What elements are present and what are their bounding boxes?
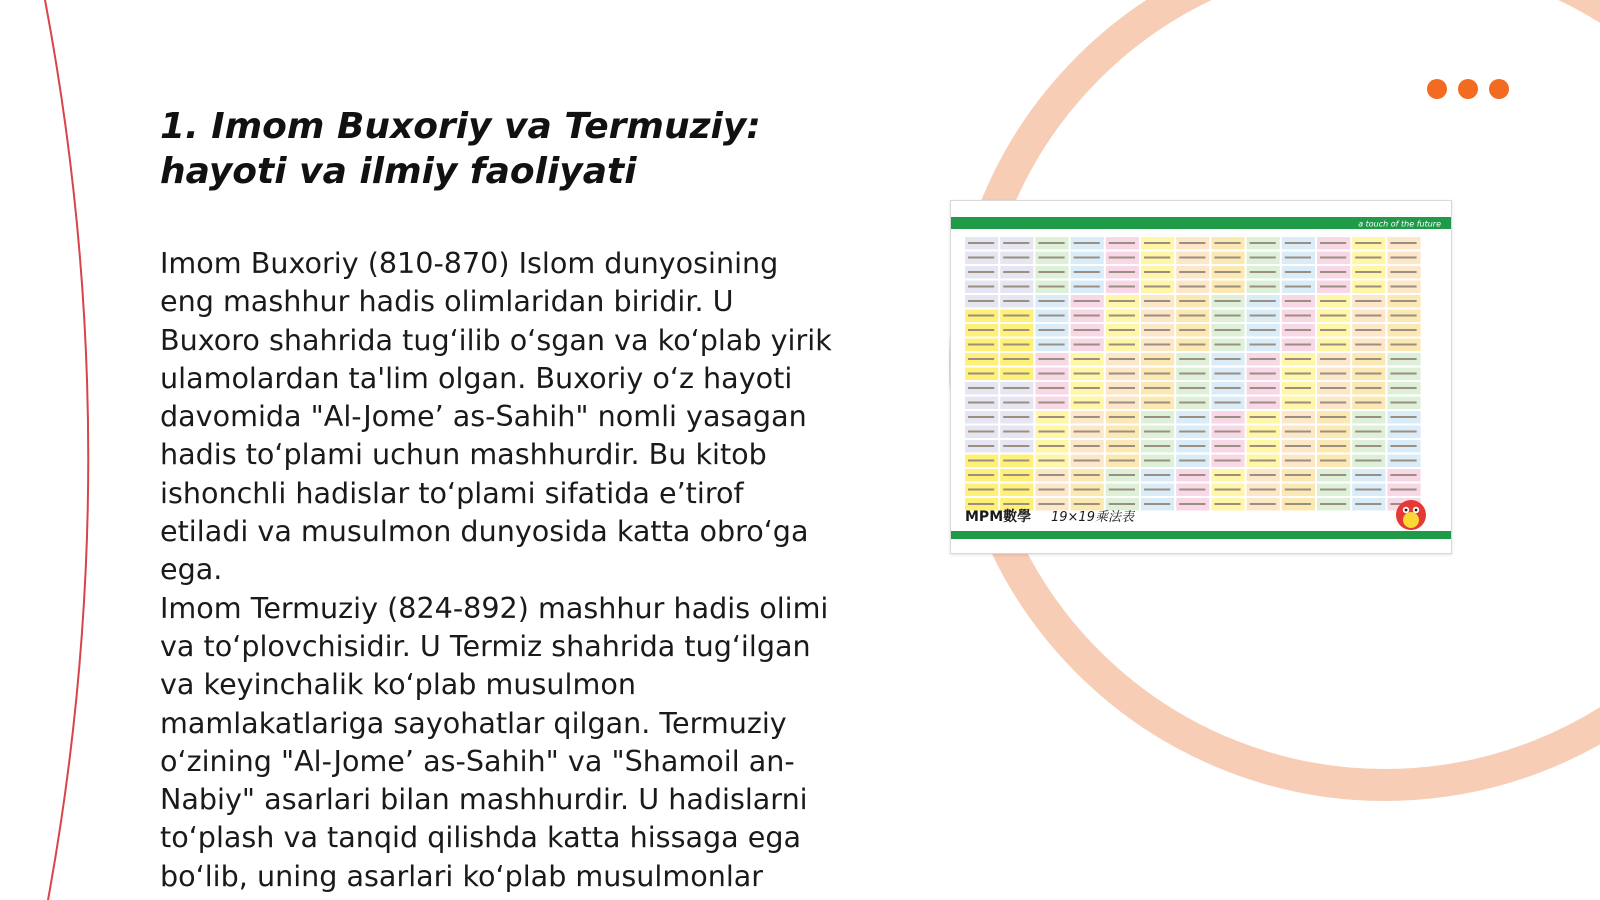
- table-cell-text: [1074, 474, 1100, 476]
- table-cell-text: [1285, 445, 1311, 447]
- table-cell-text: [1003, 373, 1029, 375]
- table-cell-text: [1074, 329, 1100, 331]
- table-cell-text: [1003, 387, 1029, 389]
- table-cell-text: [968, 271, 994, 273]
- table-cell-text: [1038, 257, 1064, 259]
- table-cell-text: [1074, 242, 1100, 244]
- table-cell-text: [1285, 474, 1311, 476]
- table-cell-text: [968, 387, 994, 389]
- table-cell-text: [1074, 445, 1100, 447]
- table-cell-text: [968, 503, 994, 505]
- table-cell-text: [1320, 358, 1346, 360]
- table-cell-text: [1285, 387, 1311, 389]
- table-cell-text: [1285, 344, 1311, 346]
- table-cell-text: [1144, 387, 1170, 389]
- table-cell-text: [1285, 271, 1311, 273]
- table-cell-text: [1320, 329, 1346, 331]
- left-curved-line: [45, 0, 88, 900]
- table-cell-text: [1109, 402, 1135, 404]
- table-cell-text: [1038, 402, 1064, 404]
- image-tagline: a touch of the future: [1358, 219, 1441, 229]
- table-cell-text: [1003, 358, 1029, 360]
- table-cell-text: [1320, 416, 1346, 418]
- table-cell-text: [1109, 242, 1135, 244]
- mascot-belly: [1403, 512, 1419, 528]
- table-cell-text: [1355, 387, 1381, 389]
- table-cell-text: [1214, 474, 1240, 476]
- table-cell-text: [1355, 503, 1381, 505]
- table-cell-text: [1390, 344, 1416, 346]
- table-cell-text: [968, 416, 994, 418]
- table-cell-text: [1214, 460, 1240, 462]
- table-cell-text: [1320, 445, 1346, 447]
- table-cell-text: [1109, 344, 1135, 346]
- table-cell-text: [1109, 300, 1135, 302]
- table-cell-text: [1003, 474, 1029, 476]
- table-cell-text: [1109, 358, 1135, 360]
- table-cell-text: [1214, 329, 1240, 331]
- table-cell-text: [1003, 242, 1029, 244]
- table-cell-text: [1214, 271, 1240, 273]
- table-cell-text: [1390, 402, 1416, 404]
- table-cell-text: [1390, 286, 1416, 288]
- table-cell-text: [1250, 329, 1276, 331]
- table-cell-text: [1214, 445, 1240, 447]
- table-cell-text: [1390, 416, 1416, 418]
- table-cell-text: [1390, 300, 1416, 302]
- table-cell-text: [1074, 358, 1100, 360]
- table-cell-text: [1003, 300, 1029, 302]
- table-cell-text: [1038, 445, 1064, 447]
- table-cell-text: [1214, 489, 1240, 491]
- table-cell-text: [1003, 257, 1029, 259]
- table-cell-text: [1214, 315, 1240, 317]
- table-cell-text: [1179, 489, 1205, 491]
- table-cell-text: [1003, 416, 1029, 418]
- dot: [1489, 79, 1509, 99]
- table-cell-text: [1074, 344, 1100, 346]
- table-cell-text: [1038, 286, 1064, 288]
- table-cell-text: [1144, 300, 1170, 302]
- table-cell-text: [1214, 373, 1240, 375]
- table-cell-text: [1038, 315, 1064, 317]
- table-cell-text: [1214, 242, 1240, 244]
- table-cell-text: [1179, 474, 1205, 476]
- table-cell-text: [1179, 271, 1205, 273]
- table-cell-text: [1179, 300, 1205, 302]
- table-cell-text: [1390, 460, 1416, 462]
- table-cell-text: [1250, 503, 1276, 505]
- table-cell-text: [1250, 242, 1276, 244]
- table-cell-text: [1285, 286, 1311, 288]
- table-cell-text: [1355, 257, 1381, 259]
- table-cell-text: [1109, 489, 1135, 491]
- table-cell-text: [1390, 315, 1416, 317]
- table-cell-text: [1355, 286, 1381, 288]
- table-cell-text: [1109, 460, 1135, 462]
- table-cell-text: [1144, 344, 1170, 346]
- table-cell-text: [1250, 300, 1276, 302]
- table-cell-text: [1144, 242, 1170, 244]
- table-cell-text: [1214, 503, 1240, 505]
- table-cell-text: [1214, 416, 1240, 418]
- table-cell-text: [1355, 242, 1381, 244]
- table-cell-text: [1003, 286, 1029, 288]
- table-cell-text: [1320, 257, 1346, 259]
- table-cell-text: [1355, 416, 1381, 418]
- table-cell-text: [968, 329, 994, 331]
- table-cell-text: [1390, 358, 1416, 360]
- table-cell-text: [1144, 460, 1170, 462]
- table-cell-text: [1285, 300, 1311, 302]
- table-cell-text: [968, 257, 994, 259]
- table-cell-text: [1214, 286, 1240, 288]
- table-cell-text: [1390, 271, 1416, 273]
- table-cell-text: [1179, 286, 1205, 288]
- table-cell-text: [1320, 503, 1346, 505]
- table-cell-text: [1214, 387, 1240, 389]
- table-cell-text: [968, 489, 994, 491]
- table-cell-text: [1074, 271, 1100, 273]
- table-cell-text: [1320, 242, 1346, 244]
- table-cell-text: [1109, 257, 1135, 259]
- table-cell-text: [1285, 431, 1311, 433]
- table-cell-text: [1144, 489, 1170, 491]
- table-cell-text: [1074, 315, 1100, 317]
- table-cell-text: [1320, 460, 1346, 462]
- table-cell-text: [1144, 315, 1170, 317]
- table-cell-text: [1355, 315, 1381, 317]
- table-cell-text: [1355, 445, 1381, 447]
- table-cell-text: [1250, 271, 1276, 273]
- table-cell-text: [1179, 402, 1205, 404]
- table-cell-text: [1179, 460, 1205, 462]
- table-cell-text: [1250, 387, 1276, 389]
- table-cell-text: [968, 402, 994, 404]
- table-cell-text: [1390, 387, 1416, 389]
- table-cell-text: [1250, 489, 1276, 491]
- dot: [1458, 79, 1478, 99]
- table-cell-text: [1144, 286, 1170, 288]
- table-cell-text: [1355, 300, 1381, 302]
- table-cell-text: [1179, 416, 1205, 418]
- table-cell-text: [1250, 431, 1276, 433]
- table-cell-text: [1109, 503, 1135, 505]
- table-cell-text: [968, 286, 994, 288]
- table-cell-text: [1179, 387, 1205, 389]
- table-cell-text: [1250, 402, 1276, 404]
- table-cell-text: [1144, 416, 1170, 418]
- table-cell-text: [1320, 387, 1346, 389]
- table-cell-text: [1074, 300, 1100, 302]
- table-cell-text: [1179, 445, 1205, 447]
- table-cell-text: [1390, 257, 1416, 259]
- table-cell-text: [1003, 489, 1029, 491]
- table-cell-text: [1179, 329, 1205, 331]
- table-cell-text: [1250, 315, 1276, 317]
- table-cell-text: [968, 358, 994, 360]
- table-cell-text: [1390, 489, 1416, 491]
- table-cell-text: [1355, 402, 1381, 404]
- table-cell-text: [1285, 416, 1311, 418]
- table-cell-text: [1250, 460, 1276, 462]
- table-cell-text: [1144, 358, 1170, 360]
- table-cell-text: [1038, 242, 1064, 244]
- table-cell-text: [968, 344, 994, 346]
- table-cell-text: [968, 460, 994, 462]
- mascot-pupil: [1405, 509, 1408, 512]
- table-cell-text: [1320, 271, 1346, 273]
- table-cell-text: [1003, 431, 1029, 433]
- table-cell-text: [968, 300, 994, 302]
- table-cell-text: [1214, 358, 1240, 360]
- table-cell-text: [1355, 489, 1381, 491]
- table-cell-text: [1320, 474, 1346, 476]
- table-cell-text: [1320, 431, 1346, 433]
- table-cell-text: [1250, 474, 1276, 476]
- image-brand: MPM數學: [965, 509, 1032, 525]
- dot: [1427, 79, 1447, 99]
- multiplication-table-graphic: [951, 201, 1451, 553]
- table-cell-text: [1038, 474, 1064, 476]
- table-cell-text: [968, 474, 994, 476]
- table-cell-text: [1038, 387, 1064, 389]
- table-cell-text: [1250, 373, 1276, 375]
- table-cell-text: [1285, 373, 1311, 375]
- table-cell-text: [968, 242, 994, 244]
- table-cell-text: [1355, 329, 1381, 331]
- table-cell-text: [1074, 387, 1100, 389]
- table-cell-text: [1179, 358, 1205, 360]
- table-cell-text: [1074, 503, 1100, 505]
- table-cell-text: [1109, 329, 1135, 331]
- table-cell-text: [1390, 445, 1416, 447]
- table-cell-text: [1285, 329, 1311, 331]
- table-cell-text: [1250, 445, 1276, 447]
- table-cell-text: [1074, 431, 1100, 433]
- table-cell-text: [1390, 329, 1416, 331]
- table-cell-text: [1003, 271, 1029, 273]
- table-cell-text: [1390, 474, 1416, 476]
- table-cell-text: [1214, 257, 1240, 259]
- table-cell-text: [1003, 402, 1029, 404]
- table-cell-text: [968, 315, 994, 317]
- table-cell-text: [1214, 402, 1240, 404]
- table-cell-text: [1355, 460, 1381, 462]
- paragraph-termuziy: Imom Termuziy (824-892) mashhur hadis olimi va to‘plovchisidir. U Termiz shahrida tug‘ilgan va keyinchalik ko‘plab musulmon mamlakatlariga sayohatlar qilgan. Termuziy o‘zining "Al-Jome’ as-Sahih" va "Shamoil an-Nabiy" asarlari bilan mashhurdir. U hadislarni to‘plash va tanqid qilishda katta hissaga ega bo‘lib, uning asarlari ko‘plab musulmonlar: [160, 590, 829, 893]
- table-cell-text: [1214, 344, 1240, 346]
- table-cell-text: [1320, 300, 1346, 302]
- multiplication-table-image: [950, 200, 1452, 554]
- table-cell-text: [1038, 271, 1064, 273]
- table-cell-text: [1003, 460, 1029, 462]
- table-cell-text: [1285, 257, 1311, 259]
- table-cell-text: [1179, 242, 1205, 244]
- table-cell-text: [1144, 373, 1170, 375]
- table-cell-text: [1285, 402, 1311, 404]
- table-cell-text: [1320, 344, 1346, 346]
- table-cell-text: [1390, 431, 1416, 433]
- table-cell-text: [1109, 271, 1135, 273]
- table-cell-text: [1109, 474, 1135, 476]
- table-cell-text: [1355, 373, 1381, 375]
- table-cell-text: [1109, 315, 1135, 317]
- table-cell-text: [1003, 315, 1029, 317]
- slide-title: 1. Imom Buxoriy va Termuziy: hayoti va ilmiy faoliyati: [160, 106, 761, 192]
- table-cell-text: [968, 431, 994, 433]
- table-cell-text: [1003, 503, 1029, 505]
- table-cell-text: [1038, 460, 1064, 462]
- table-cell-text: [1109, 387, 1135, 389]
- table-cell-text: [1250, 344, 1276, 346]
- table-cell-text: [1038, 373, 1064, 375]
- table-cell-text: [1179, 431, 1205, 433]
- table-cell-text: [1109, 445, 1135, 447]
- table-cell-text: [1074, 402, 1100, 404]
- table-cell-text: [1003, 329, 1029, 331]
- table-cell-text: [1038, 431, 1064, 433]
- table-cell-text: [1144, 431, 1170, 433]
- table-cell-text: [1355, 431, 1381, 433]
- body-text: [160, 244, 840, 895]
- table-cell-text: [1074, 416, 1100, 418]
- table-cell-text: [1038, 416, 1064, 418]
- table-cell-text: [1038, 503, 1064, 505]
- table-cell-text: [1144, 257, 1170, 259]
- table-cell-text: [1038, 489, 1064, 491]
- table-cell-text: [1109, 373, 1135, 375]
- table-cell-text: [1038, 344, 1064, 346]
- paragraph-buxoriy: Imom Buxoriy (810-870) Islom dunyosining eng mashhur hadis olimlaridan biridir. U Buxoro shahrida tug‘ilib o‘sgan va ko‘plab yirik ulamolardan ta'lim olgan. Buxoriy o‘z hayoti davomida "Al-Jome’ as-Sahih" nomli yasagan hadis to‘plami uchun mashhurdir. Bu kitob ishonchli hadislar to‘plami sifatida e’tirof etiladi va musulmon dunyosida katta obro‘ga ega.: [160, 246, 832, 587]
- table-cell-text: [1038, 358, 1064, 360]
- table-cell-text: [1144, 474, 1170, 476]
- table-cell-text: [1250, 286, 1276, 288]
- table-cell-text: [1320, 489, 1346, 491]
- table-cell-text: [1038, 300, 1064, 302]
- table-cell-text: [1074, 489, 1100, 491]
- table-cell-text: [1214, 431, 1240, 433]
- table-grid: [965, 237, 1421, 511]
- table-cell-text: [1179, 344, 1205, 346]
- table-cell-text: [1144, 329, 1170, 331]
- table-cell-text: [1390, 373, 1416, 375]
- table-cell-text: [1285, 503, 1311, 505]
- table-cell-text: [968, 373, 994, 375]
- table-cell-text: [1003, 344, 1029, 346]
- table-cell-text: [1320, 373, 1346, 375]
- table-cell-text: [1109, 286, 1135, 288]
- menu-dots-icon: [1427, 79, 1509, 99]
- table-cell-text: [1038, 329, 1064, 331]
- table-cell-text: [1390, 242, 1416, 244]
- image-caption: 19×19乘法表: [1051, 510, 1134, 525]
- table-cell-text: [1179, 315, 1205, 317]
- table-cell-text: [1214, 300, 1240, 302]
- table-cell-text: [1109, 431, 1135, 433]
- table-cell-text: [1355, 474, 1381, 476]
- table-cell-text: [1144, 402, 1170, 404]
- table-cell-text: [1179, 373, 1205, 375]
- table-cell-text: [1355, 344, 1381, 346]
- table-cell-text: [1285, 489, 1311, 491]
- table-cell-text: [1179, 257, 1205, 259]
- table-cell-text: [1320, 402, 1346, 404]
- mascot-pupil: [1415, 509, 1418, 512]
- table-cell-text: [1355, 358, 1381, 360]
- table-cell-text: [1074, 286, 1100, 288]
- table-cell-text: [1285, 315, 1311, 317]
- table-cell-text: [1355, 271, 1381, 273]
- table-cell-text: [1144, 445, 1170, 447]
- table-cell-text: [1250, 358, 1276, 360]
- table-cell-text: [1003, 445, 1029, 447]
- table-cell-text: [1320, 315, 1346, 317]
- table-cell-text: [1285, 358, 1311, 360]
- table-cell-text: [1320, 286, 1346, 288]
- table-cell-text: [1074, 373, 1100, 375]
- table-cell-text: [1074, 460, 1100, 462]
- table-cell-text: [1109, 416, 1135, 418]
- table-cell-text: [968, 445, 994, 447]
- table-cell-text: [1074, 257, 1100, 259]
- table-cell-text: [1250, 257, 1276, 259]
- table-cell-text: [1179, 503, 1205, 505]
- table-cell-text: [1144, 271, 1170, 273]
- table-cell-text: [1144, 503, 1170, 505]
- table-cell-text: [1250, 416, 1276, 418]
- table-cell-text: [1285, 242, 1311, 244]
- table-cell-text: [1285, 460, 1311, 462]
